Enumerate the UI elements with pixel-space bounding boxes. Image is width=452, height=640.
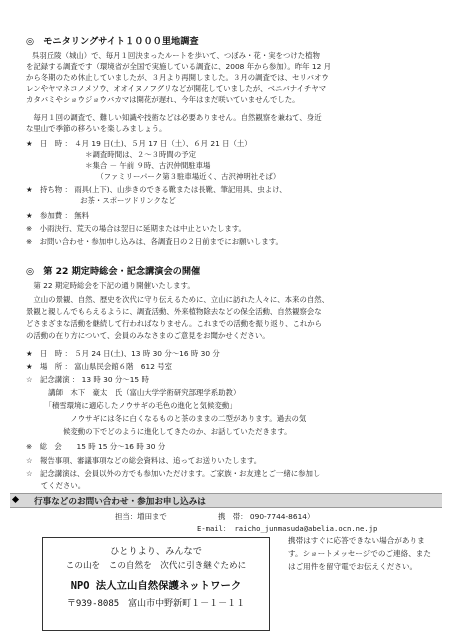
meeting-note: てください。: [26, 481, 86, 490]
section2-heading: [26, 263, 200, 277]
contact-banner-text: 行事などのお問い合わせ・参加お申し込みは: [34, 497, 206, 507]
section2-para-line: 立山の景観、自然、歴史を次代に守り伝えるために、立山に訪れた人々に、本来の自然、: [26, 295, 330, 304]
contact-email[interactable]: E-mail： raicho_junmasuda@abelia.ocn.ne.jp: [197, 524, 378, 533]
section2-para-line: 第 22 期定時総会を下記の通り開催いたします。: [26, 281, 195, 290]
section2-para-line: 景観と親しんでもらえるように、調査活動、外来植物除去などの保全活動、自然観察会な: [26, 307, 322, 316]
section2-para-line: どさまざまな活動を継続して行わればなりません。これまでの活動を振り返り、これから: [26, 319, 323, 328]
organization-box: [42, 537, 270, 631]
section2-title: 第 22 期定時総会・記念講演会の開催: [43, 266, 201, 277]
section1-para-line: レンやヤマネコノメソウ、オオイヌノフグリなどが開花していましたが、ベニバナイチヤマ: [26, 84, 327, 93]
note-item: ※ 小雨決行、荒天の場合は翌日に延期または中止といたします。: [26, 224, 246, 233]
schedule-note: ＊調査時間は、２～３時間の予定: [26, 150, 196, 159]
org-address: 〒939-8085 富山市中野新町１－１－１１: [66, 599, 246, 609]
meeting-time: ★ 日 時 ： ５月 24 日(土)、13 時 30 分～16 時 30 分: [26, 349, 220, 358]
section1-para-line: カタバミやショウジョウバカマは開花が遅れ、今年はまだ咲いていませんでした。: [26, 95, 300, 104]
phone-side-note: 携帯はすぐに応答できない場合があります。ショートメッセージでのご連絡、またはご用件を留守電でお伝えください。: [288, 536, 431, 571]
double-circle-icon: ◎: [26, 266, 35, 277]
lecture-desc: 候変動の下でどのように進化してきたのか、お話していただきます。: [26, 427, 292, 436]
section1-title: モニタリングサイト１０００里地調査: [43, 36, 199, 47]
schedule-note: ＊集合 － 午前 ９時、古沢仲間駐車場: [26, 161, 211, 170]
meeting-place: ★ 場 所 ： 富山県民会館６階 612 号室: [26, 362, 173, 371]
double-circle-icon: ◎: [26, 36, 35, 47]
section1-heading: [26, 33, 199, 47]
schedule-item: ★ 日 時 ： ４月 19 日(土)、５月 17 日（土）、６月 21 日（土）: [26, 139, 252, 148]
org-slogan-1: ひとりより、みんなで: [110, 546, 202, 557]
contact-person: 担当：増田まで: [115, 512, 167, 521]
meeting-note: ☆ 記念講演は、会員以外の方でも参加いただけます。ご家族・お友達とご一緒に参加し: [26, 469, 321, 478]
contact-phone[interactable]: 携 帯： 090-7744-8614）: [218, 512, 315, 521]
lecture-desc: ノウサギには冬に白くなるものと茶のままの二型があります。過去の気: [26, 414, 307, 423]
belongings-item: ★ 持ち物 ： 雨具(上下)、山歩きのできる靴または長靴、筆記用具、虫よけ、: [26, 185, 287, 194]
section2-para-line: の活動の在り方について、会員のみなさまのご意見をお聞かせください。: [26, 331, 270, 340]
lecturer: 講師 木下 豪太 氏（富山大学学術研究部理学系助教）: [26, 388, 241, 397]
belongings-item: お茶・スポーツドリンクなど: [26, 196, 176, 205]
org-name: NPO 法人立山自然保護ネットワーク: [70, 580, 242, 592]
section1-para-line: な里山で季節の移ろいを楽しみましょう。: [26, 124, 167, 133]
contact-banner: [10, 493, 442, 508]
section1-para-line: を記録する調査です（環境省が全国で実施している調査に、2008 年から参加）。昨年 12 月: [26, 62, 332, 71]
note-item: ※ お問い合わせ・参加申し込みは、各調査日の２日前までにお願いします。: [26, 237, 283, 246]
org-slogan-2: この山を この自然を 次代に引き継ぐために: [65, 561, 247, 571]
section1-para-line: 呉羽丘陵（城山）で、毎月１回決まったルートを歩いて、つぼみ・花・実をつけた植物: [32, 51, 320, 60]
lecture-time: ☆ 記念講演 ： 13 時 30 分～15 時: [26, 375, 149, 384]
lecture-title: 「積雪環境に適応したノウサギの毛色の進化と気候変動」: [26, 401, 237, 410]
general-meeting-time: ※ 総 会 15 時 15 分～16 時 30 分: [26, 442, 166, 451]
meeting-note: ☆ 報告事項、審議事項などの総会資料は、追ってお送りいたします。: [26, 456, 262, 465]
fee-item: ★ 参加費 ： 無料: [26, 211, 90, 220]
section1-para-line: 毎月１回の調査で、難しい知識や技術などは必要ありません。自然観察を兼ねて、身近: [26, 113, 322, 122]
section1-para-line: から冬期のため休止していましたが、３月より再開しました。３月の調査では、セリバオウ: [26, 73, 329, 82]
schedule-note: （ファミリーパーク第３駐車場近く、古沢神明社そば）: [26, 172, 281, 181]
